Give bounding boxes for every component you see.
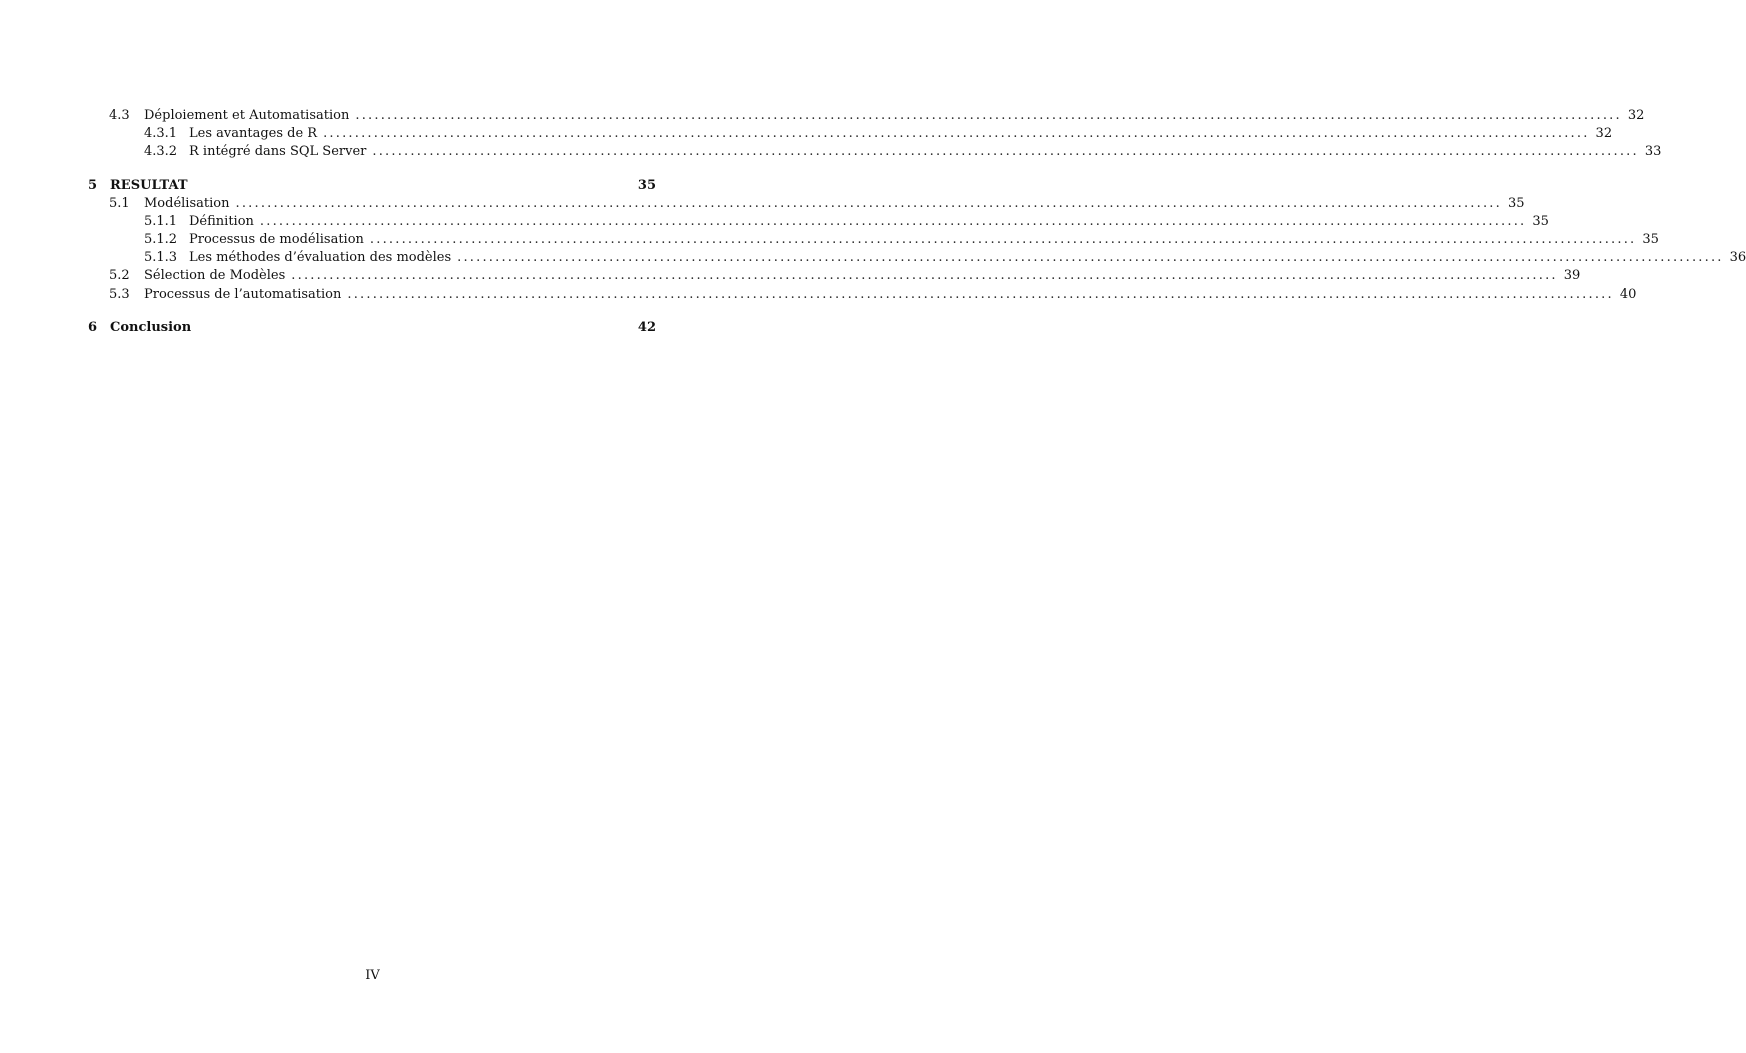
toc-entry-number: 5	[88, 177, 98, 193]
dot-leader: ........................................................................................................................................................................................................	[291, 268, 1558, 284]
toc-entry-number: 5.2	[109, 268, 130, 284]
toc-entry-number: 4.3	[109, 108, 130, 123]
toc-entry-title: Déploiement et Automatisation	[144, 108, 350, 123]
toc-entry-section	[88, 107, 1645, 125]
toc-entry-title: Processus de modélisation	[189, 231, 364, 247]
dot-leader: ........................................................................................................................................................................................................	[369, 231, 1637, 247]
toc-entry-title: Les avantages de R	[189, 126, 318, 142]
toc-entry-number: 5.1.1	[144, 213, 178, 229]
toc-entry-title: Conclusion	[110, 319, 192, 335]
toc-entry-title: Processus de l’automatisation	[144, 286, 342, 302]
toc-entry-section	[88, 267, 1581, 285]
toc-entry-number: 4.3.2	[144, 144, 178, 160]
toc-entry-chapter	[88, 176, 656, 195]
toc-entry-title: Modélisation	[144, 195, 230, 211]
toc-entry-page: 35	[1507, 195, 1525, 211]
toc-entry-subsection	[88, 213, 1549, 231]
dot-leader: ........................................................................................................................................................................................................	[235, 195, 1502, 211]
toc-entry-number: 5.1.3	[144, 250, 178, 266]
toc-entry-section	[88, 195, 1525, 213]
toc-entry-page: 35	[1642, 231, 1659, 247]
toc-entry-number: 6	[88, 319, 98, 335]
toc-entry-title: Les méthodes d’évaluation des modèles	[189, 250, 452, 266]
toc-entry-page: 42	[637, 319, 656, 335]
toc-entry-page: 36	[1729, 250, 1746, 266]
toc-entry-number: 4.3.1	[144, 126, 178, 142]
toc-entry-title: R intégré dans SQL Server	[189, 144, 367, 160]
page-number: IV	[365, 968, 380, 983]
toc-entry-number: 5.1.2	[144, 231, 178, 247]
toc-entry-subsection	[88, 143, 1662, 161]
toc-entry-title: Sélection de Modèles	[144, 268, 286, 284]
toc-entry-page: 39	[1563, 268, 1581, 284]
toc-entry-page: 35	[1532, 213, 1549, 229]
dot-leader: ........................................................................................................................................................................................................	[457, 250, 1724, 266]
toc-entry-chapter	[88, 318, 656, 337]
toc-entry-subsection	[88, 249, 1746, 267]
toc-entry-subsection	[88, 125, 1613, 143]
dot-leader: ........................................................................................................................................................................................................	[355, 108, 1622, 123]
dot-leader: ........................................................................................................................................................................................................	[259, 213, 1527, 229]
toc-entry-title: RESULTAT	[110, 177, 188, 193]
toc-entry-page: 40	[1619, 286, 1637, 302]
dot-leader: ........................................................................................................................................................................................................	[372, 144, 1639, 160]
dot-leader: ........................................................................................................................................................................................................	[347, 286, 1614, 302]
table-of-contents	[88, 107, 1746, 337]
toc-entry-number: 5.1	[109, 195, 130, 211]
toc-entry-page: 32	[1595, 126, 1613, 142]
toc-entry-section	[88, 286, 1637, 304]
toc-entry-page: 35	[637, 177, 656, 193]
toc-entry-title: Définition	[189, 213, 254, 229]
toc-entry-page: 32	[1627, 108, 1645, 123]
toc-entry-number: 5.3	[109, 286, 130, 302]
toc-entry-page: 33	[1644, 144, 1662, 160]
toc-entry-subsection	[88, 231, 1659, 249]
dot-leader: ........................................................................................................................................................................................................	[323, 126, 1590, 142]
